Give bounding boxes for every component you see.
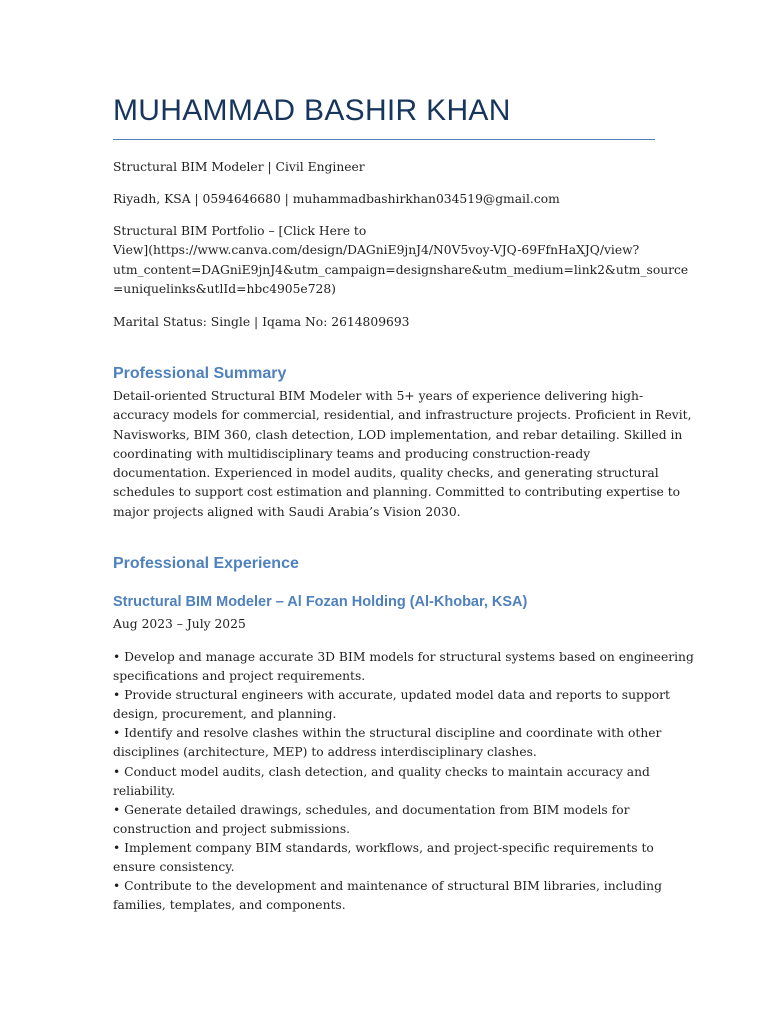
contact-text: Riyadh, KSA | 0594646680 | muhammadbashirkhan034519@gmail.com [113, 192, 560, 206]
job-title-line [113, 158, 658, 177]
responsibility-line: specifications and project requirements. [113, 669, 366, 684]
title-divider [113, 139, 655, 140]
portfolio-line: View](https://www.canva.com/design/DAGniE9jnJ4/N0V5voy-VJQ-69FfnHaXJQ/view? [113, 243, 640, 258]
summary-line: schedules to support cost estimation and planning. Committed to contributing expertise to [113, 485, 681, 500]
job-entry-title: Structural BIM Modeler – Al Fozan Holding (Al-Khobar, KSA) [113, 594, 528, 610]
candidate-name: MUHAMMAD BASHIR KHAN [113, 94, 511, 127]
responsibility-line: families, templates, and components. [113, 898, 346, 913]
status-text: Marital Status: Single | Iqama No: 2614809693 [113, 315, 410, 329]
responsibility-line: design, procurement, and planning. [113, 707, 337, 722]
summary-line: Navisworks, BIM 360, clash detection, LOD implementation, and rebar detailing. Skilled in [113, 427, 683, 442]
responsibilities-list [113, 648, 694, 915]
contact-line [113, 190, 658, 209]
experience-heading: Professional Experience [113, 555, 299, 572]
portfolio-line: utm_content=DAGniE9jnJ4&utm_campaign=designshare&utm_medium=link2&utm_source [113, 262, 689, 277]
responsibility-line: reliability. [113, 783, 176, 798]
summary-line: coordinating with multidisciplinary teams and producing construction-ready [113, 446, 591, 461]
job-title-text: Structural BIM Modeler | Civil Engineer [113, 160, 365, 174]
portfolio-block [113, 222, 689, 299]
job-dates [113, 615, 658, 634]
status-line [113, 313, 658, 332]
portfolio-line: =uniquelinks&utlId=hbc4905e728) [113, 281, 336, 296]
summary-line: Detail-oriented Structural BIM Modeler with 5+ years of experience delivering high- [113, 389, 644, 403]
responsibility-line: ensure consistency. [113, 860, 235, 875]
responsibility-line: • Implement company BIM standards, workflows, and project-specific requirements to [113, 840, 654, 855]
responsibility-line: construction and project submissions. [113, 821, 351, 836]
responsibility-line: • Conduct model audits, clash detection, and quality checks to maintain accuracy and [113, 764, 650, 779]
responsibility-line: • Develop and manage accurate 3D BIM models for structural systems based on engineering [113, 650, 694, 664]
portfolio-line: Structural BIM Portfolio – [Click Here to [113, 224, 367, 238]
summary-line: major projects aligned with Saudi Arabia’s Vision 2030. [113, 504, 461, 519]
responsibility-line: • Generate detailed drawings, schedules, and documentation from BIM models for [113, 802, 630, 817]
summary-body [113, 387, 692, 522]
responsibility-line: • Provide structural engineers with accurate, updated model data and reports to support [113, 688, 670, 703]
summary-heading: Professional Summary [113, 365, 287, 382]
summary-line: documentation. Experienced in model audits, quality checks, and generating structural [113, 466, 659, 481]
responsibility-line: disciplines (architecture, MEP) to address interdisciplinary clashes. [113, 745, 537, 760]
summary-line: accuracy models for commercial, residential, and infrastructure projects. Proficient in Revit, [113, 408, 692, 423]
responsibility-line: • Identify and resolve clashes within the structural discipline and coordinate with other [113, 726, 662, 741]
responsibility-line: • Contribute to the development and maintenance of structural BIM libraries, including [113, 879, 662, 894]
job-dates-text: Aug 2023 – July 2025 [113, 617, 246, 631]
